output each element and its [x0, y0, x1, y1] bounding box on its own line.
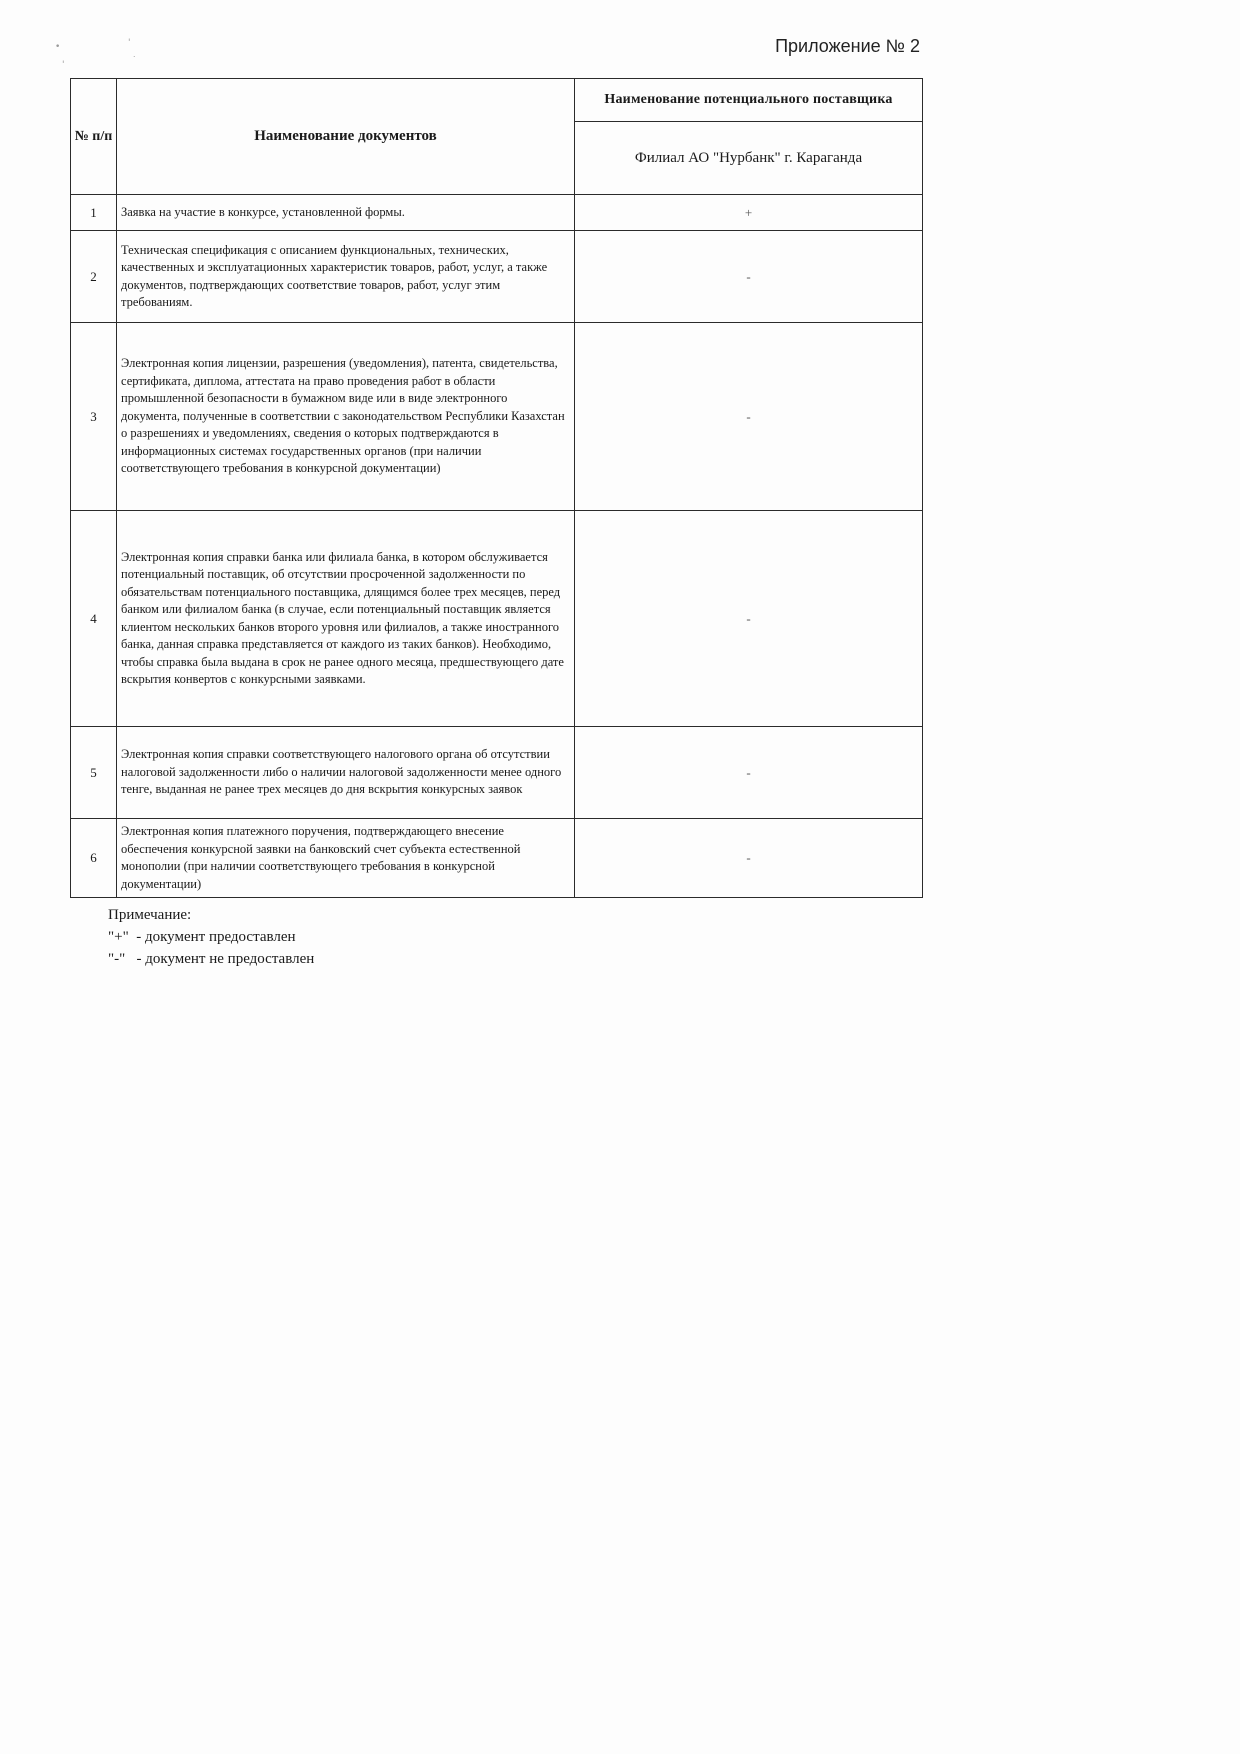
- appendix-label: Приложение № 2: [775, 36, 920, 56]
- table-row: [71, 511, 923, 727]
- row-document: Заявка на участие в конкурсе, установленной формы.: [117, 195, 575, 231]
- row-number: 6: [71, 819, 117, 898]
- header-supplier-group: Наименование потенциального поставщика: [575, 79, 923, 122]
- scan-speck: ': [128, 38, 131, 48]
- header-supplier-name: Филиал АО "Нурбанк" г. Караганда: [575, 122, 923, 195]
- table-row: [71, 195, 923, 231]
- row-document: Электронная копия справки соответствующего налогового органа об отсутствии налоговой задолженности либо о наличии налоговой задолженности менее одного тенге, выданная не ранее трех месяцев до дня вскрытия конкурсных заявок: [117, 727, 575, 819]
- row-number: 3: [71, 323, 117, 511]
- row-document: Электронная копия справки банка или филиала банка, в котором обслуживается потенциальный поставщик, об отсутствии просроченной задолженности по обязательствам потенциального поставщика, длящимся более трех месяцев, перед банком или филиалом банка (в случае, если потенциальный поставщик является клиентом нескольких банков второго уровня или филиалов, а также иностранного банка, данная справка представляется от каждого из таких банков). Необходимо, чтобы справка была выдана в срок не ранее одного месяца, предшествующего дате вскрытия конвертов с конкурсными заявками.: [117, 511, 575, 727]
- row-document: Электронная копия платежного поручения, подтверждающего внесение обеспечения конкурсной заявки на банковский счет субъекта естественной монополии (при наличии соответствующего требования в конкурсной документации): [117, 819, 575, 898]
- notes-section: [108, 904, 314, 970]
- row-document: Электронная копия лицензии, разрешения (уведомления), патента, свидетельства, сертификата, диплома, аттестата на право проведения работ в области промышленной безопасности в бумажном виде или в виде электронного документа, полученные в соответствии с законодательством Республики Казахстан о разрешениях и уведомлениях, сведения о которых подтверждаются в информационных системах государственных органов (при наличии соответствующего требования в конкурсной документации): [117, 323, 575, 511]
- notes-minus-line: "-" - документ не предоставлен: [108, 951, 315, 967]
- row-document: Техническая спецификация с описанием функциональных, технических, качественных и эксплуатационных характеристик товаров, работ, услуг, а также документов, подтверждающих соответствие товаров, работ, услуг этим требованиям.: [117, 231, 575, 323]
- scan-speck: ˙: [132, 56, 137, 66]
- header-documents: Наименование документов: [117, 79, 575, 195]
- table-row: [71, 727, 923, 819]
- row-status: -: [575, 727, 923, 819]
- table-row: [71, 231, 923, 323]
- table-row: [71, 323, 923, 511]
- row-status: -: [575, 819, 923, 898]
- row-number: 5: [71, 727, 117, 819]
- row-number: 1: [71, 195, 117, 231]
- row-status: -: [575, 323, 923, 511]
- notes-title: Примечание:: [108, 907, 192, 923]
- row-number: 4: [71, 511, 117, 727]
- row-number: 2: [71, 231, 117, 323]
- row-status: -: [575, 231, 923, 323]
- documents-table: [70, 78, 923, 898]
- header-number: № п/п: [71, 79, 117, 195]
- row-status: +: [575, 195, 923, 231]
- scan-speck: •: [55, 42, 61, 52]
- scan-speck: ': [62, 60, 65, 70]
- row-status: -: [575, 511, 923, 727]
- notes-plus-line: "+" - документ предоставлен: [108, 929, 296, 945]
- table-row: [71, 819, 923, 898]
